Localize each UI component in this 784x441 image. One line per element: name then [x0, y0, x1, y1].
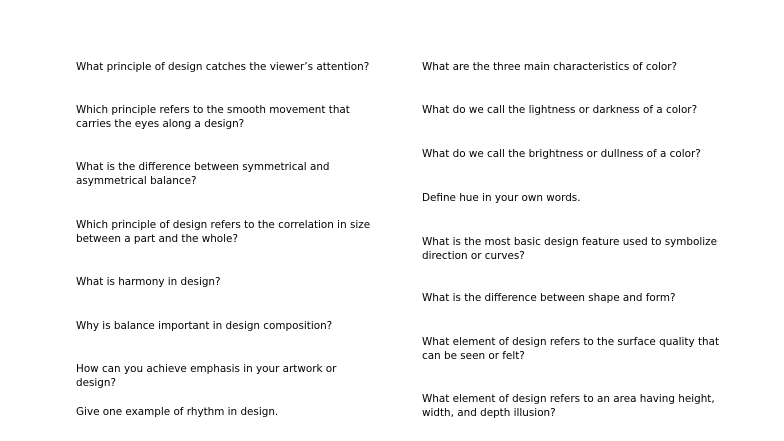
right-question-5: What is the most basic design feature used to symbolize direction or curves?	[422, 236, 717, 262]
right-question-4: Define hue in your own words.	[422, 192, 581, 204]
left-question-3: What is the difference between symmetrical and asymmetrical balance?	[76, 161, 330, 187]
right-question-8: What element of design refers to an area having height, width, and depth illusion?	[422, 393, 715, 419]
left-question-4: Which principle of design refers to the correlation in size between a part and the whole?	[76, 219, 371, 245]
left-question-1: What principle of design catches the viewer’s attention?	[76, 61, 370, 73]
left-question-8: Give one example of rhythm in design.	[76, 406, 279, 418]
left-question-6: Why is balance important in design composition?	[76, 320, 333, 332]
right-question-2: What do we call the lightness or darkness of a color?	[422, 104, 698, 116]
right-question-1: What are the three main characteristics of color?	[422, 61, 677, 73]
right-question-3: What do we call the brightness or dullness of a color?	[422, 148, 701, 160]
left-question-2: Which principle refers to the smooth movement that carries the eyes along a design?	[76, 104, 350, 130]
left-question-7: How can you achieve emphasis in your artwork or design?	[76, 363, 337, 389]
right-question-7: What element of design refers to the surface quality that can be seen or felt?	[422, 336, 720, 362]
left-question-5: What is harmony in design?	[76, 276, 221, 288]
right-question-6: What is the difference between shape and form?	[422, 292, 676, 304]
